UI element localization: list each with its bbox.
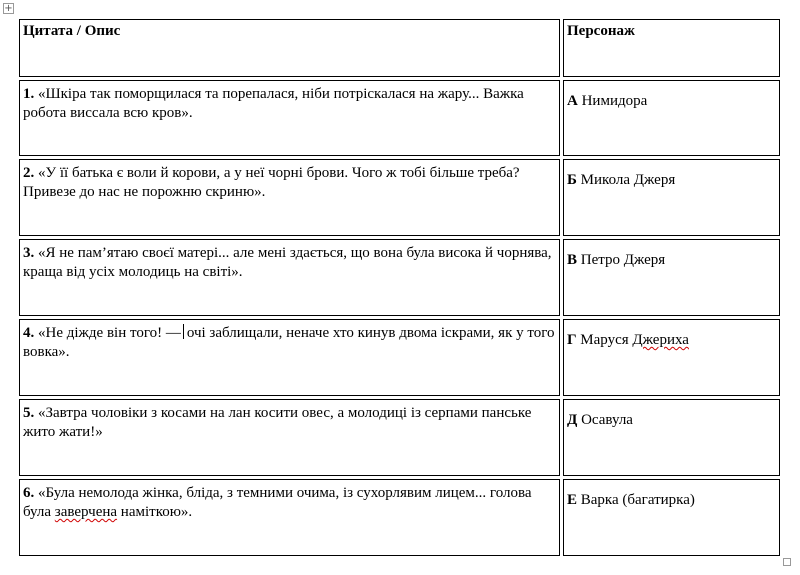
character-letter: В bbox=[567, 252, 578, 268]
quote-cell-1[interactable] bbox=[19, 80, 560, 156]
character-cell-ye[interactable] bbox=[563, 479, 780, 556]
table-resize-handle[interactable] bbox=[783, 558, 791, 566]
quote-number: 3. bbox=[23, 245, 35, 261]
header-character-label: Персонаж bbox=[567, 23, 635, 39]
character-cell-d[interactable] bbox=[563, 399, 780, 476]
character-name: Микола Джеря bbox=[576, 172, 676, 188]
quote-text-part-b: очі заблищали, неначе хто кинув двома іскрами, як у того вовка». bbox=[23, 325, 555, 360]
character-cell-b[interactable] bbox=[563, 159, 780, 236]
quote-text: «Завтра чоловіки з косами на лан косити овес, а молодиці із серпами панське жито жати!» bbox=[23, 405, 532, 440]
quote-number: 1. bbox=[23, 86, 35, 102]
table-header-character bbox=[563, 19, 780, 77]
quote-text-part-a: «Була немолода жінка, бліда, з темними очима, із сухорлявим лицем... голова була bbox=[23, 485, 532, 520]
character-letter: Д bbox=[567, 412, 578, 428]
text-cursor bbox=[183, 324, 184, 339]
character-name: Петро Джеря bbox=[577, 252, 666, 268]
character-name: Нимидора bbox=[577, 93, 648, 109]
quote-cell-4[interactable] bbox=[19, 319, 560, 396]
quote-text-part-c: наміткою». bbox=[117, 504, 193, 520]
quote-text: «У її батька є воли й корови, а у неї чорні брови. Чого ж тобі більше треба? Привезе до нас не порожню скриню». bbox=[23, 165, 520, 200]
quote-number: 2. bbox=[23, 165, 35, 181]
quote-number: 5. bbox=[23, 405, 35, 421]
character-letter: Г bbox=[567, 332, 577, 348]
character-cell-h[interactable] bbox=[563, 319, 780, 396]
character-name: Маруся bbox=[576, 332, 633, 348]
quote-number: 4. bbox=[23, 325, 35, 341]
character-letter: А bbox=[567, 93, 578, 109]
quote-number: 6. bbox=[23, 485, 35, 501]
quote-text: «Шкіра так поморщилася та порепалася, ніби потріскалася на жару... Важка робота виссала всю кров». bbox=[23, 86, 524, 121]
table-header-quote bbox=[19, 19, 560, 77]
character-cell-v[interactable] bbox=[563, 239, 780, 316]
quote-cell-3[interactable] bbox=[19, 239, 560, 316]
quote-cell-2[interactable] bbox=[19, 159, 560, 236]
quote-cell-5[interactable] bbox=[19, 399, 560, 476]
character-name: Осавула bbox=[577, 412, 633, 428]
character-cell-a[interactable] bbox=[563, 80, 780, 156]
character-letter: Е bbox=[567, 492, 578, 508]
quote-text: «Я не пам’ятаю своєї матері... але мені здається, що вона була висока й чорнява, краща від усіх молодиць на світі». bbox=[23, 245, 552, 280]
spellcheck-flagged-word: Джериха bbox=[632, 332, 689, 348]
character-letter: Б bbox=[567, 172, 577, 188]
quote-cell-6[interactable] bbox=[19, 479, 560, 556]
spellcheck-flagged-word: заверчена bbox=[54, 504, 118, 520]
table-move-handle-icon[interactable]: + bbox=[4, 3, 13, 14]
quote-text-part-a: «Не діжде він того! — bbox=[34, 325, 181, 341]
header-quote-label: Цитата / Опис bbox=[23, 23, 121, 39]
character-name: Варка (багатирка) bbox=[577, 492, 695, 508]
